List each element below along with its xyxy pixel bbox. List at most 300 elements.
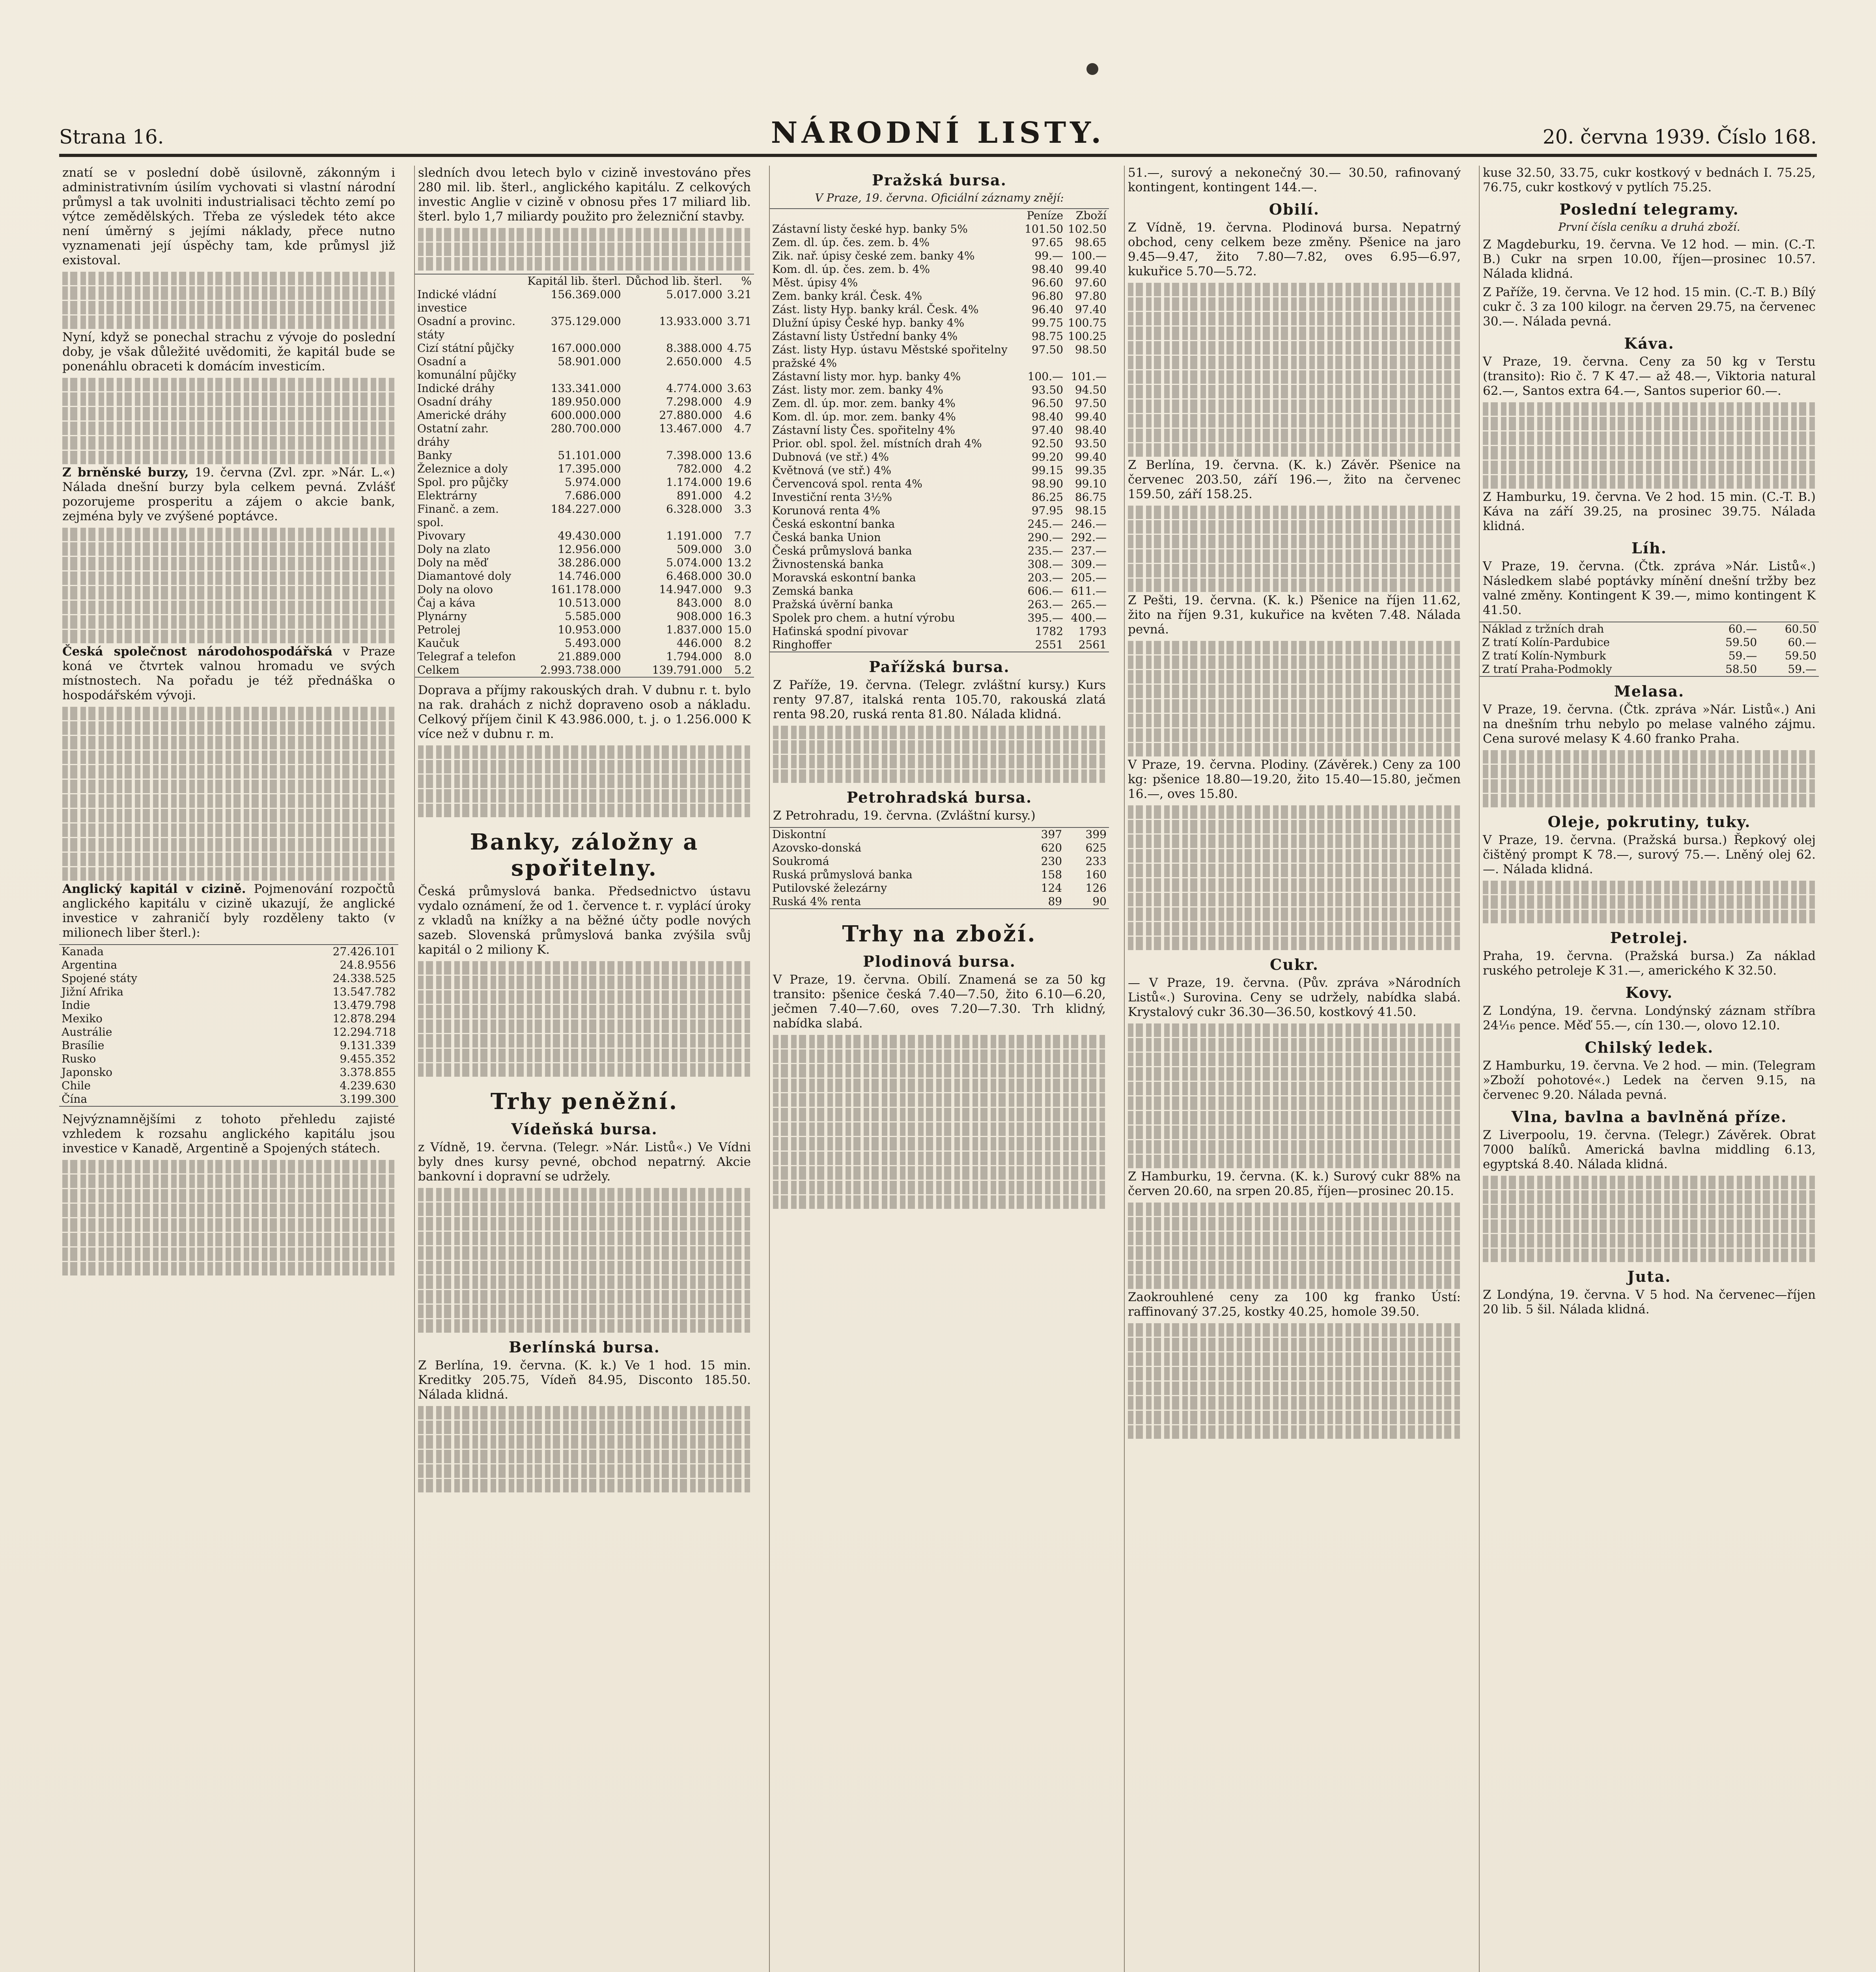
section-heading: Pařížská bursa.: [869, 658, 1010, 676]
column-2: [414, 166, 754, 1972]
table-cell: 101.50: [1025, 222, 1064, 235]
table-cell: Prior. obl. spol. žel. místních drah 4%: [772, 437, 982, 450]
illegible-text-line: [1128, 1126, 1461, 1139]
illegible-text-line: [62, 824, 395, 837]
illegible-text-line: [773, 726, 1106, 739]
table-row: [770, 303, 1109, 316]
illegible-text-line: [1128, 400, 1461, 413]
table-cell: 1.191.000: [666, 529, 722, 542]
table-cell: Zástavní listy mor. hyp. banky 4%: [772, 370, 961, 383]
illegible-text-line: [1483, 765, 1816, 778]
table-cell: 8.2: [734, 637, 752, 650]
table-cell: 292.—: [1071, 531, 1107, 544]
section-subtitle: První čísla ceníku a druhá zboží.: [1558, 220, 1740, 233]
table-cell: 60.—: [1728, 622, 1757, 635]
table-cell: Česká průmyslová banka: [772, 544, 912, 557]
table-cell: Spolek pro chem. a hutní výrobu: [772, 611, 955, 624]
illegible-text-line: [1128, 1246, 1461, 1260]
column-header: %: [741, 275, 752, 288]
table-cell: Spojené státy: [62, 972, 138, 985]
masthead: [59, 110, 1817, 157]
table-cell: 99.15: [1031, 464, 1064, 477]
illegible-text-line: [773, 769, 1106, 783]
illegible-text-line: [1128, 564, 1461, 577]
table-cell: 98.90: [1031, 477, 1064, 490]
table-cell: Rusko: [62, 1052, 96, 1065]
table-cell: 98.15: [1075, 504, 1107, 517]
table-row: [59, 1039, 398, 1052]
table-cell: 99.20: [1031, 450, 1064, 463]
illegible-text-line: [1128, 520, 1461, 534]
illegible-text-line: [773, 1035, 1106, 1048]
table-row: [415, 462, 754, 476]
table-row: [415, 502, 754, 529]
table-cell: 60.50: [1785, 622, 1816, 635]
table-cell: 13.547.782: [332, 985, 396, 998]
table-row: [415, 610, 754, 623]
table-cell: Brasílie: [62, 1039, 105, 1052]
table-cell: 843.000: [676, 596, 722, 609]
table-cell: 167.000.000: [551, 342, 621, 355]
article-paragraph: V Praze, 19. června. (Čtk. zpráva »Nár. Listů«.) Následkem slabé poptávky mínění dnešní tržby bez valné změny. Kontingent K 39.—, mimo kontingent K 41.50.: [1483, 559, 1816, 617]
table-cell: Spol. pro půjčky: [417, 476, 508, 489]
illegible-text-line: [418, 760, 751, 773]
illegible-text-line: [1128, 1367, 1461, 1380]
illegible-text-line: [773, 1108, 1106, 1121]
illegible-text-line: [62, 615, 395, 629]
illegible-text-line: [418, 1261, 751, 1274]
illegible-text-line: [1128, 922, 1461, 936]
illegible-text-line: [418, 1479, 751, 1492]
table-row: [59, 985, 398, 999]
table-row: [770, 397, 1109, 410]
section-subtitle: V Praze, 19. června. Oficiální záznamy znějí:: [815, 191, 1064, 204]
table-cell: Dubnová (ve stř.) 4%: [772, 450, 889, 463]
table-cell: 509.000: [676, 543, 722, 556]
illegible-text-line: [1128, 805, 1461, 819]
table-cell: Zást. listy mor. zem. banky 4%: [772, 383, 943, 396]
illegible-text-line: [62, 1218, 395, 1232]
table-cell: Plynárny: [417, 610, 467, 623]
article-paragraph: Pojmenování rozpočtů anglického kapitálu v cizině ukazují, že anglické investice v zahraničí byly rozděleny takto (v milionech liber šterl.):: [62, 882, 395, 940]
table-cell: 4.5: [734, 355, 752, 368]
illegible-text-line: [1128, 641, 1461, 654]
illegible-text-line: [62, 1262, 395, 1275]
illegible-text-line: [1128, 1338, 1461, 1351]
table-cell: Červencová spol. renta 4%: [772, 477, 922, 490]
table-cell: 59.50: [1725, 636, 1757, 649]
table-cell: 12.878.294: [332, 1012, 396, 1025]
table-cell: 5.074.000: [666, 556, 722, 569]
table-cell: 4.239.630: [340, 1079, 396, 1092]
table-cell: 606.—: [1027, 585, 1064, 598]
table-row: [59, 1079, 398, 1092]
table-row: [770, 424, 1109, 437]
illegible-text-line: [418, 1203, 751, 1216]
table-cell: 2.993.738.000: [540, 663, 621, 676]
table-cell: 60.—: [1788, 636, 1816, 649]
illegible-text-line: [62, 571, 395, 585]
table-row: [59, 972, 398, 985]
article-paragraph: z Vídně, 19. června. (Telegr. »Nár. Listů«.) Ve Vídni byly dnes kursy pevné, obchod nepatrný. Akcie bankovní i dopravní se udržely.: [418, 1140, 751, 1184]
table-cell: 7.686.000: [565, 489, 621, 502]
table-cell: Osadní a komunální půjčky: [417, 355, 517, 381]
illegible-text-line: [1128, 1053, 1461, 1066]
punch-hole: [1086, 63, 1098, 75]
table-cell: 13.6: [727, 449, 752, 462]
table-cell: 1782: [1035, 625, 1064, 638]
table-cell: 9.455.352: [340, 1052, 396, 1065]
table-cell: 3.378.855: [340, 1066, 396, 1079]
table-cell: 96.40: [1031, 303, 1064, 316]
table-cell: Zástavní listy české hyp. banky 5%: [772, 222, 968, 235]
section-heading: Banky, záložny a spořitelny.: [470, 829, 699, 881]
table-cell: 203.—: [1027, 571, 1064, 584]
illegible-text-line: [1128, 1425, 1461, 1439]
illegible-text-line: [1128, 1038, 1461, 1051]
article-paragraph: Z Londýna, 19. června. Londýnský záznam stříbra 24¹⁄₁₆ pence. Měď 55.—, cín 130.—, olovo 12.10.: [1483, 1004, 1816, 1033]
table-row: [770, 571, 1109, 585]
table-cell: Dlužní úpisy České hyp. banky 4%: [772, 316, 965, 329]
table-cell: 245.—: [1027, 517, 1064, 530]
table-cell: 235.—: [1027, 544, 1064, 557]
table-cell: 4.75: [727, 342, 752, 355]
table-cell: 611.—: [1071, 585, 1107, 598]
illegible-text-line: [1128, 327, 1461, 340]
table-cell: Živnostenská banka: [772, 558, 884, 571]
illegible-text-line: [773, 1137, 1106, 1150]
table-row: [1480, 622, 1819, 636]
table-cell: Kom. dl. úp. čes. zem. b. 4%: [772, 263, 930, 276]
illegible-text-line: [62, 272, 395, 285]
table-cell: 160: [1085, 868, 1107, 881]
illegible-text-line: [1483, 431, 1816, 445]
illegible-text-line: [1483, 1249, 1816, 1262]
article-paragraph: — V Praze, 19. června. (Pův. zpráva »Národních Listů«.) Surovina. Ceny se udržely, nabídka slabá. Krystalový cukr 36.30—36.50, kostkový 41.50.: [1128, 976, 1461, 1019]
illegible-text-line: [418, 1063, 751, 1077]
table-cell: 3.199.300: [340, 1092, 396, 1106]
illegible-text-line: [418, 1421, 751, 1434]
table-cell: Ruská 4% renta: [772, 895, 861, 908]
illegible-text-line: [62, 780, 395, 793]
illegible-text-line: [773, 1152, 1106, 1165]
illegible-text-line: [418, 1232, 751, 1245]
table-cell: 8.388.000: [666, 342, 722, 355]
columns: [59, 166, 1818, 1972]
table-cell: Zástavní listy Čes. spořitelny 4%: [772, 424, 956, 437]
illegible-text-line: [1128, 1352, 1461, 1366]
table-cell: 97.50: [1031, 343, 1064, 356]
illegible-text-line: [1128, 283, 1461, 296]
table-cell: 93.50: [1031, 383, 1064, 396]
table-row: [59, 1012, 398, 1025]
table-row: [415, 476, 754, 489]
section-heading: Trhy na zboží.: [842, 921, 1037, 947]
illegible-text-line: [1128, 937, 1461, 950]
table-cell: 1.174.000: [666, 476, 722, 489]
section-heading: Cukr.: [1270, 956, 1319, 973]
table-cell: 395.—: [1027, 611, 1064, 624]
illegible-text-line: [62, 301, 395, 314]
table-cell: 51.101.000: [558, 449, 621, 462]
subsection-heading: Berlínská bursa.: [509, 1338, 660, 1356]
section-heading: Petrolej.: [1610, 929, 1689, 947]
illegible-text-line: [773, 740, 1106, 754]
column-header: Důchod lib. šterl.: [625, 275, 722, 288]
illegible-text-line: [62, 707, 395, 720]
table-cell: 99.10: [1075, 477, 1107, 490]
table-cell: 15.0: [727, 623, 752, 636]
table-cell: Moravská eskontní banka: [772, 571, 916, 584]
table-cell: 184.227.000: [551, 502, 621, 515]
illegible-text-line: [1128, 893, 1461, 906]
table-cell: Pražská úvěrní banka: [772, 598, 893, 611]
illegible-text-line: [1128, 835, 1461, 848]
table-cell: 99.35: [1075, 464, 1107, 477]
table-cell: Austrálie: [62, 1025, 112, 1038]
illegible-text-line: [1128, 1232, 1461, 1245]
table-cell: 156.369.000: [551, 288, 621, 301]
illegible-text-line: [1128, 1096, 1461, 1110]
table-cell: 265.—: [1071, 598, 1107, 611]
table-row: [770, 410, 1109, 424]
table-cell: 308.—: [1027, 558, 1064, 571]
table-cell: 96.80: [1031, 289, 1064, 303]
table-row: [770, 638, 1109, 652]
table-cell: 5.017.000: [666, 288, 722, 301]
table-cell: 9.131.339: [340, 1039, 396, 1052]
table-cell: 13.467.000: [659, 422, 722, 435]
table-cell: Zem. dl. úp. mor. zem. banky 4%: [772, 397, 956, 410]
illegible-text-line: [1128, 429, 1461, 442]
table-cell: Ringhoffer: [772, 638, 832, 651]
article-paragraph: Z Berlína, 19. června. (K. k.) Závěr. Pšenice na červenec 203.50, září 196.—, žito na červenec 159.50, září 158.25.: [1128, 458, 1461, 501]
table-cell: 97.40: [1031, 424, 1064, 437]
table-cell: 49.430.000: [558, 529, 621, 542]
table-row: [415, 422, 754, 449]
table-cell: 290.—: [1027, 531, 1064, 544]
illegible-text-line: [1128, 849, 1461, 863]
table-cell: 5.493.000: [565, 637, 621, 650]
table-cell: 89: [1048, 895, 1062, 908]
table-cell: 98.40: [1075, 424, 1107, 437]
table-row: [59, 1052, 398, 1066]
table-cell: Z tratí Praha-Podmokly: [1482, 663, 1612, 676]
table-cell: 399: [1085, 828, 1107, 841]
section-heading: Oleje, pokrutiny, tuky.: [1547, 813, 1751, 831]
article-paragraph: Praha, 19. června. (Pražská bursa.) Za náklad ruského petroleje K 31.—, amerického K 32.50.: [1483, 949, 1816, 978]
illegible-text-line: [1483, 1190, 1816, 1204]
table-cell: 233: [1085, 855, 1107, 868]
table-cell: 230: [1041, 855, 1062, 868]
article-paragraph: Z Liverpoolu, 19. června. (Telegr.) Závěrek. Obrat 7000 balíků. Americká bavlna middling 6.13, egyptská 8.40. Nálada klidná.: [1483, 1128, 1816, 1171]
table-cell: Z tratí Kolín-Pardubice: [1482, 636, 1610, 649]
illegible-text-line: [1128, 414, 1461, 428]
table-cell: Putilovské železárny: [772, 881, 887, 894]
table-cell: 8.0: [734, 650, 752, 663]
illegible-text-line: [418, 1034, 751, 1048]
article-paragraph: Z Pešti, 19. června. (K. k.) Pšenice na říjen 11.62, žito na říjen 9.31, kukuřice na květen 7.48. Nálada pevná.: [1128, 593, 1461, 637]
table-cell: Doly na měď: [417, 556, 487, 569]
subsection-heading: Vídeňská bursa.: [511, 1120, 658, 1138]
table-cell: Měst. úpisy 4%: [772, 276, 858, 289]
table-cell: Indie: [62, 999, 90, 1012]
illegible-text-line: [62, 838, 395, 852]
illegible-text-line: [1483, 1176, 1816, 1189]
illegible-text-line: [418, 789, 751, 803]
table-row: [770, 841, 1109, 855]
illegible-text-line: [1128, 699, 1461, 713]
table-cell: 625: [1085, 841, 1107, 854]
article-paragraph: Z Vídně, 19. června. Plodinová bursa. Nepatrný obchod, ceny celkem beze změny. Pšenice na jaro 9.45—9.47, žito 7.80—7.82, oves 6.95—6.97, kukuřice 5.70—5.72.: [1128, 220, 1461, 278]
table-cell: Investiční renta 3½%: [772, 491, 892, 504]
table-row: [770, 477, 1109, 491]
article-paragraph: V Praze, 19. června. Obilí. Znamená se za 50 kg transito: pšenice česká 7.40—7.50, žito 6.10—6.20, ječmen 7.40—7.60, oves 7.20—7.30. Trh klidný, nabídka slabá.: [773, 973, 1106, 1031]
table-cell: 158: [1041, 868, 1062, 881]
illegible-text-line: [1128, 1155, 1461, 1168]
table-cell: 13.2: [727, 556, 752, 569]
illegible-text-line: [418, 1049, 751, 1062]
table-cell: 3.0: [734, 543, 752, 556]
petersburg-exchange-table: [770, 827, 1109, 909]
illegible-text-line: [62, 765, 395, 779]
section-heading: Pražská bursa.: [872, 171, 1007, 189]
table-cell: Zást. listy Hyp. ústavu Městské spořitelny pražské 4%: [772, 343, 1008, 370]
illegible-text-line: [418, 1305, 751, 1318]
table-cell: Elektrárny: [417, 489, 477, 502]
investment-table: [59, 944, 398, 1107]
illegible-text-line: [1483, 779, 1816, 793]
spirit-price-table: [1480, 622, 1819, 677]
illegible-text-line: [1128, 655, 1461, 669]
illegible-text-line: [1128, 685, 1461, 698]
table-cell: Kanada: [62, 945, 104, 958]
table-cell: 4.9: [734, 395, 752, 408]
table-cell: 14.947.000: [659, 583, 722, 596]
illegible-text-line: [1483, 446, 1816, 459]
table-row: [415, 355, 754, 382]
table-row: [770, 544, 1109, 558]
illegible-text-line: [1128, 1411, 1461, 1424]
table-row: [415, 663, 754, 677]
illegible-text-line: [1128, 312, 1461, 325]
table-row: [770, 263, 1109, 276]
article-paragraph: V Praze, 19. června. (Pražská bursa.) Řepkový olej čištěný prompt K 78.—, surový 75.—. Lněný olej 62.—. Nálada klidná.: [1483, 833, 1816, 876]
table-row: [770, 598, 1109, 611]
column-4: [1124, 166, 1464, 1972]
table-cell: Ostatní zahr. dráhy: [417, 422, 489, 448]
table-cell: 309.—: [1071, 558, 1107, 571]
illegible-text-line: [1483, 417, 1816, 430]
illegible-text-line: [1128, 535, 1461, 548]
table-header-row: [415, 275, 754, 288]
illegible-text-line: [418, 745, 751, 759]
illegible-text-line: [62, 721, 395, 735]
table-cell: 98.65: [1075, 236, 1107, 249]
newspaper-title: NÁRODNÍ LISTY.: [771, 116, 1105, 150]
illegible-text-line: [773, 1181, 1106, 1194]
prague-exchange-table: [770, 208, 1109, 652]
illegible-text-line: [62, 1204, 395, 1217]
illegible-text-line: [773, 1122, 1106, 1136]
table-cell: 10.513.000: [558, 596, 621, 609]
table-cell: 24.8.9556: [340, 958, 396, 971]
illegible-text-line: [1128, 1275, 1461, 1289]
table-cell: 94.50: [1075, 383, 1107, 396]
table-cell: 2561: [1078, 638, 1107, 651]
article-paragraph: V Praze, 19. června. Ceny za 50 kg v Terstu (transito): Rio č. 7 K 47.— až 48.—, Viktoria natural 62.—, Santos extra 64.—, Santos superior 60.—.: [1483, 355, 1816, 398]
illegible-text-line: [1128, 728, 1461, 742]
table-cell: 30.0: [727, 570, 752, 583]
table-cell: 9.3: [734, 583, 752, 596]
section-heading: Melasa.: [1614, 682, 1685, 700]
foreign-investment-table: [415, 274, 754, 678]
illegible-text-line: [1128, 1382, 1461, 1395]
table-cell: Zem. dl. úp. čes. zem. b. 4%: [772, 236, 930, 249]
table-cell: 58.50: [1725, 663, 1757, 676]
table-cell: 400.—: [1071, 611, 1107, 624]
table-row: [770, 855, 1109, 868]
article-heading: Z brněnské burzy,: [62, 465, 189, 480]
illegible-text-line: [1128, 1323, 1461, 1337]
illegible-text-line: [1128, 1067, 1461, 1081]
table-cell: 21.889.000: [558, 650, 621, 663]
section-heading: Petrohradská bursa.: [846, 788, 1032, 806]
issue-date: 20. června 1939. Číslo 168.: [1542, 125, 1817, 148]
table-cell: 19.6: [727, 476, 752, 489]
column-1: [59, 166, 398, 1972]
section-heading: Obilí.: [1269, 200, 1320, 218]
table-cell: Petrolej: [417, 623, 461, 636]
article-paragraph: Z Londýna, 19. června. V 5 hod. Na červenec—říjen 20 lib. 5 šil. Nálada klidná.: [1483, 1288, 1816, 1317]
table-cell: Argentina: [62, 958, 118, 971]
table-cell: Diskontní: [772, 828, 826, 841]
table-row: [415, 449, 754, 462]
table-cell: 3.21: [727, 288, 752, 301]
article-paragraph: kuse 32.50, 33.75, cukr kostkový v bednách I. 75.25, 76.75, cukr kostkový v pytlích 75.25.: [1483, 166, 1816, 194]
table-header-row: [770, 209, 1109, 222]
table-cell: 1793: [1078, 625, 1107, 638]
table-cell: Banky: [417, 449, 452, 462]
table-row: [415, 637, 754, 650]
column-header: Zboží: [1076, 209, 1107, 222]
table-row: [770, 625, 1109, 638]
table-cell: 5.2: [734, 663, 752, 676]
table-cell: Pivovary: [417, 529, 466, 542]
section-heading: Vlna, bavlna a bavlněná příze.: [1511, 1108, 1787, 1126]
illegible-text-line: [418, 1005, 751, 1018]
article-paragraph: Nyní, když se ponechal strachu z vývoje do poslední doby, je však důležité uvědomiti, že kapitál bude se ponenáhlu obraceti k domácím investicím.: [62, 330, 395, 373]
table-cell: 100.—: [1071, 249, 1107, 262]
illegible-text-line: [62, 286, 395, 300]
table-cell: Zemská banka: [772, 585, 853, 598]
article-paragraph: Z Petrohradu, 19. června. (Zvláštní kursy.): [773, 809, 1036, 823]
table-cell: 24.338.525: [332, 972, 396, 985]
table-cell: 4.2: [734, 462, 752, 475]
illegible-text-line: [62, 867, 395, 881]
illegible-text-line: [62, 392, 395, 406]
illegible-text-line: [1483, 475, 1816, 489]
table-cell: 99.40: [1075, 450, 1107, 463]
table-cell: 2551: [1035, 638, 1064, 651]
table-cell: Doly na zlato: [417, 543, 491, 556]
table-cell: 99.—: [1034, 249, 1064, 262]
illegible-text-line: [62, 794, 395, 808]
article-paragraph: Z Hamburku, 19. června. Ve 2 hod. 15 min. (C.-T. B.) Káva na září 39.25, na prosinec 39.75. Nálada klidná.: [1483, 490, 1816, 533]
table-cell: 86.75: [1075, 491, 1107, 504]
table-cell: 100.25: [1068, 330, 1107, 343]
table-cell: Osadní dráhy: [417, 395, 492, 408]
